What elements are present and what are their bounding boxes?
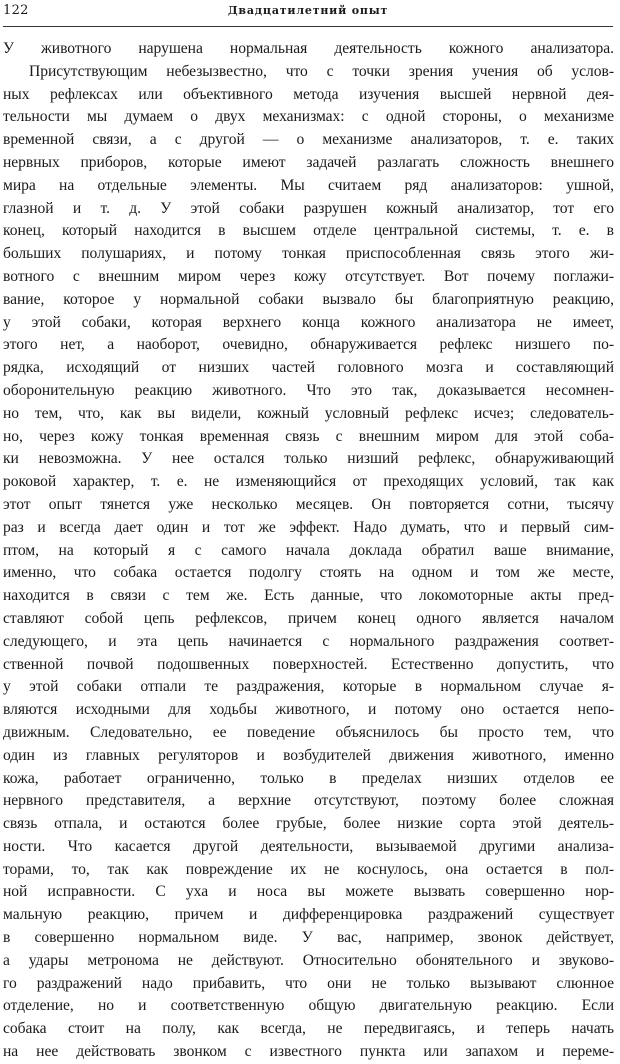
text-line: в совершенно нормальном виде. У вас, например, звонок действует, bbox=[3, 929, 614, 947]
text-line: ственной почвой подошвенных поверхностей. Естественно допустить, что bbox=[3, 655, 614, 673]
text-line: торами, то, так как повреждение их не коснулось, она остается в пол- bbox=[3, 860, 614, 878]
text-line: раз и всегда дает один и тот же эффект. Надо думать, что и первый сим- bbox=[3, 518, 614, 536]
text-line: го раздражений надо прибавить, что они не только вызывают слюнное bbox=[3, 974, 614, 992]
text-line: У животного нарушена нормальная деятельность кожного анализатора. bbox=[3, 40, 614, 57]
text-line: на нее действовать звонком с известного пункта или запахом и переме- bbox=[3, 1043, 614, 1061]
text-line: но тем, что, как вы видели, кожный условный рефлекс исчез; следователь- bbox=[3, 404, 614, 422]
text-line: находится в связи с тем же. Есть данные, что локомоторные акты пред- bbox=[3, 587, 614, 605]
text-line: но, через кожу тонкая временная связь с внешним миром для этой соба- bbox=[3, 427, 614, 445]
text-line: глазной и т. д. У этой собаки разрушен кожный анализатор, тот его bbox=[3, 199, 614, 217]
text-line: тельности мы думаем о двух механизмах: с одной стороны, о механизме bbox=[3, 108, 614, 126]
text-line: у этой собаки отпали те раздражения, которые в нормальном случае я- bbox=[3, 678, 614, 696]
text-line: а удары метронома не действуют. Относительно обонятельного и звуково- bbox=[3, 951, 614, 969]
body-text bbox=[3, 38, 614, 1064]
text-line: ности. Что касается другой деятельности, вызываемой другими анализа- bbox=[3, 837, 614, 855]
text-line: вляются исходными для ходьбы животного, и потому оно остается непо- bbox=[3, 701, 614, 719]
text-line: оборонительную реакцию животного. Что это так, доказывается несомнен- bbox=[3, 381, 614, 399]
text-line: движным. Следовательно, ее поведение объяснилось бы просто тем, что bbox=[3, 723, 614, 741]
text-line: ставляют собой цепь рефлексов, причем конец одного является началом bbox=[3, 609, 614, 627]
text-line: у этой собаки, которая верхнего конца кожного анализатора не имеет, bbox=[3, 313, 614, 331]
text-line: конец, который находится в высшем отделе центральной системы, т. е. в bbox=[3, 222, 614, 240]
text-line: один из главных регуляторов и возбудителей движения животного, именно bbox=[3, 746, 614, 764]
page-number: 122 bbox=[3, 3, 29, 18]
running-head: Двадцатилетний опыт bbox=[227, 4, 389, 17]
text-line: связь отпала, и остаются более грубые, более низкие сорта этой деятель- bbox=[3, 815, 614, 833]
text-line: следующего, и эта цепь начинается с нормального раздражения соответ- bbox=[3, 632, 614, 650]
text-line: именно, что собака остается подолгу стоять на одном и том же месте, bbox=[3, 564, 614, 582]
page-header bbox=[3, 0, 613, 27]
text-line: рядка, исходящий от низших частей головного мозга и составляющий bbox=[3, 359, 614, 377]
text-line: ки невозможна. У нее остался только низший рефлекс, обнаруживающий bbox=[3, 450, 614, 468]
text-line: вание, которое у нормальной собаки вызвало бы благоприятную реакцию, bbox=[3, 290, 614, 308]
text-line: нервных приборов, которые имеют задачей разлагать сложность внешнего bbox=[3, 153, 614, 171]
text-line: птом, на который я с самого начала доклада обратил ваше внимание, bbox=[3, 541, 614, 559]
text-line: отделение, но и соответственную общую двигательную реакцию. Если bbox=[3, 997, 614, 1015]
text-line: мальную реакцию, причем и дифференцировка раздражений существует bbox=[3, 906, 614, 924]
text-line: собака стоит на полу, как всегда, не передвигаясь, и теперь начать bbox=[3, 1020, 614, 1038]
text-line: больших полушариях, и потому тонкая приспособленная связь этого жи- bbox=[3, 245, 614, 263]
text-line: мира на отдельные элементы. Мы считаем ряд анализаторов: ушной, bbox=[3, 176, 614, 194]
text-line: кожа, работает ограниченно, только в пределах низших отделов ее bbox=[3, 769, 614, 787]
text-line: роковой характер, т. е. не изменяющийся от преходящих условий, так как bbox=[3, 473, 614, 491]
text-line: ной исправности. С уха и носа вы можете вызвать совершенно нор- bbox=[3, 883, 614, 901]
text-line: вотного с внешним миром через кожу отсутствует. Вот почему поглажи- bbox=[3, 267, 614, 285]
text-line: этот опыт тянется уже несколько месяцев. Он повторяется сотни, тысячу bbox=[3, 495, 614, 513]
text-line: Присутствующим небезызвестно, что с точки зрения учения об услов- bbox=[29, 62, 614, 80]
text-line: нервного представителя, а верхние отсутствуют, поэтому более сложная bbox=[3, 792, 614, 810]
text-line: ных рефлексах или объективного метода изучения высшей нервной дея- bbox=[3, 85, 614, 103]
text-line: этого нет, а наоборот, очевидно, обнаруживается рефлекс низшего по- bbox=[3, 336, 614, 354]
text-line: временной связи, а с другой — о механизме анализаторов, т. е. таких bbox=[3, 131, 614, 149]
